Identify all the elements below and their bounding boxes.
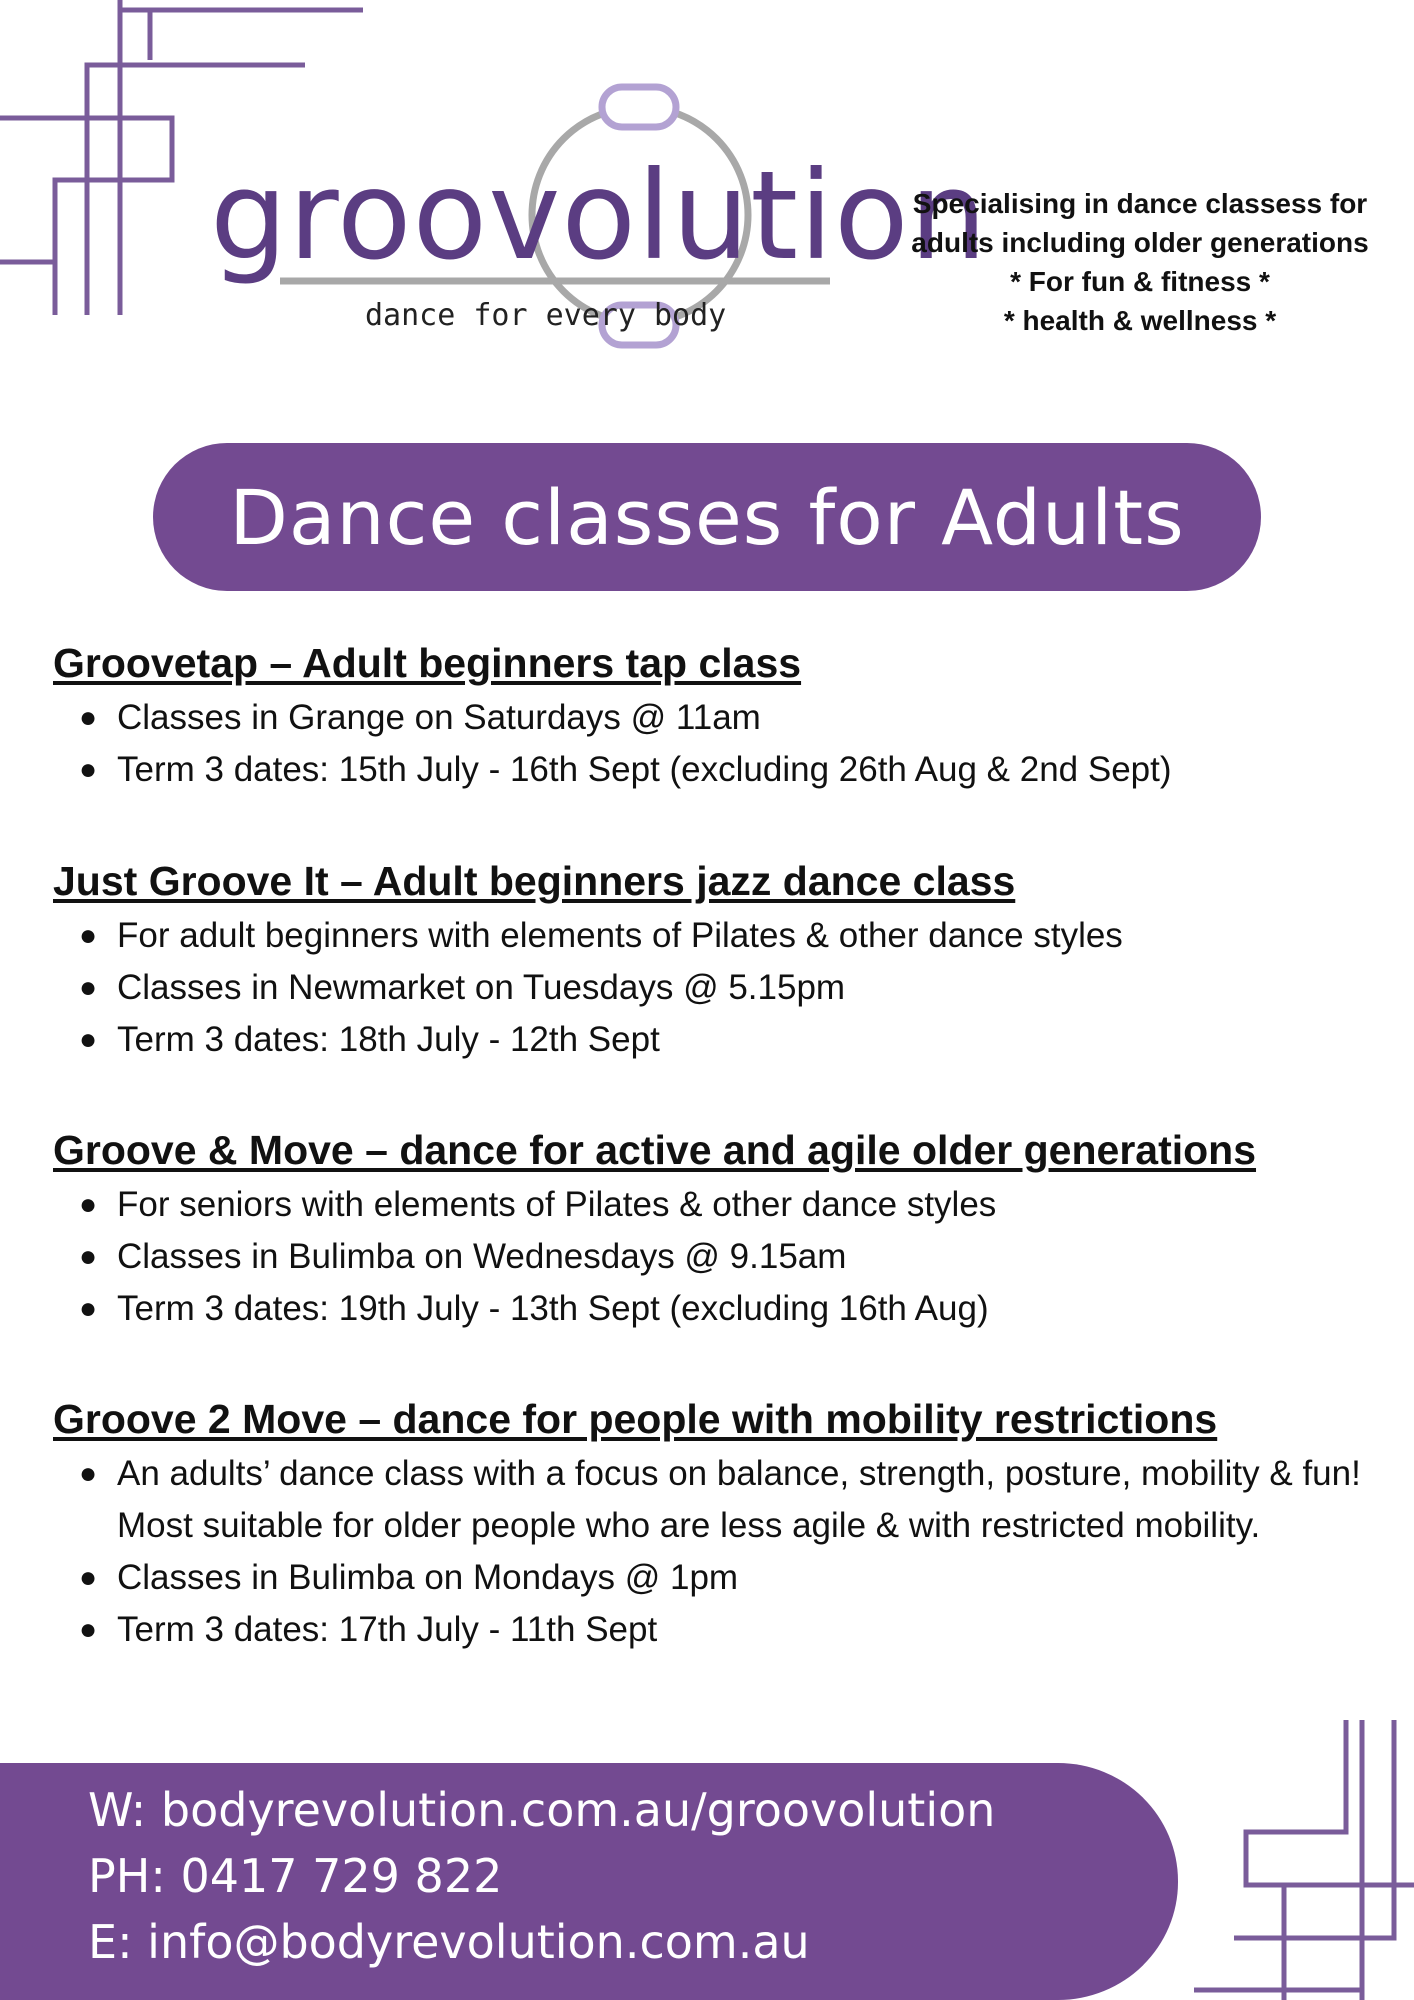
list-item: ● Classes in Newmarket on Tuesdays @ 5.15pm: [53, 962, 1373, 1014]
logo-wordmark: groovolution: [210, 145, 988, 287]
class-details-list: [53, 1448, 1373, 1656]
list-item: ● Term 3 dates: 15th July - 16th Sept (excluding 26th Aug & 2nd Sept): [53, 744, 1373, 796]
class-heading: Groove & Move – dance for active and agile older generations: [53, 1127, 1257, 1173]
email-link[interactable]: E: info@bodyrevolution.com.au: [88, 1915, 810, 1969]
intro-line: * health & wellness *: [1003, 305, 1277, 336]
list-item: ● For adult beginners with elements of Pilates & other dance styles: [53, 910, 1373, 962]
class-heading: Groovetap – Adult beginners tap class: [53, 640, 802, 686]
class-section-groove-and-move: [53, 1125, 1373, 1335]
bullet-icon: ●: [79, 971, 98, 1004]
bullet-icon: ●: [79, 701, 98, 734]
list-item: ● For seniors with elements of Pilates & other dance styles: [53, 1179, 1373, 1231]
website-link[interactable]: W: bodyrevolution.com.au/groovolution: [88, 1783, 996, 1837]
class-details-list: [53, 910, 1373, 1066]
list-item: ● Classes in Bulimba on Wednesdays @ 9.15am: [53, 1231, 1373, 1283]
bullet-icon: ●: [79, 1613, 98, 1646]
contact-panel: [0, 1763, 1178, 2000]
bullet-icon: ●: [79, 919, 98, 952]
class-details-list: [53, 692, 1373, 796]
list-item: ● Term 3 dates: 19th July - 13th Sept (excluding 16th Aug): [53, 1283, 1373, 1335]
decorative-lines-bottom-right: [1154, 1720, 1414, 2000]
list-item: ● Classes in Bulimba on Mondays @ 1pm: [53, 1552, 1373, 1604]
groovolution-logo: [200, 75, 988, 415]
list-item: ● Term 3 dates: 17th July - 11th Sept: [53, 1604, 1373, 1656]
bullet-icon: ●: [79, 1188, 98, 1221]
bullet-icon: ●: [79, 1457, 98, 1490]
intro-line: * For fun & fitness *: [1010, 266, 1270, 297]
list-item: ● Classes in Grange on Saturdays @ 11am: [53, 692, 1373, 744]
bullet-icon: ●: [79, 1292, 98, 1325]
intro-line: Specialising in dance classess for: [912, 188, 1368, 219]
list-item: ● Term 3 dates: 18th July - 12th Sept: [53, 1014, 1373, 1066]
class-heading: Just Groove It – Adult beginners jazz dance class: [53, 858, 1016, 904]
class-section-just-groove-it: [53, 856, 1373, 1066]
intro-line: adults including older generations: [911, 227, 1369, 258]
phone-number[interactable]: PH: 0417 729 822: [88, 1849, 503, 1903]
intro-text: [880, 184, 1400, 340]
class-section-groove-2-move: [53, 1394, 1373, 1656]
bullet-icon: ●: [79, 753, 98, 786]
list-item: ● An adults’ dance class with a focus on balance, strength, posture, mobility & fun! Most suitable for older people who are less agile & with restricted mobility.: [53, 1448, 1373, 1552]
bullet-icon: ●: [79, 1023, 98, 1056]
logo-tagline: dance for every body: [365, 298, 727, 333]
class-section-groovetap: [53, 638, 1373, 796]
bullet-icon: ●: [79, 1240, 98, 1273]
bullet-icon: ●: [79, 1561, 98, 1594]
title-banner: [153, 443, 1261, 591]
banner-title: Dance classes for Adults: [229, 472, 1185, 562]
class-details-list: [53, 1179, 1373, 1335]
class-heading: Groove 2 Move – dance for people with mobility restrictions: [53, 1396, 1218, 1442]
